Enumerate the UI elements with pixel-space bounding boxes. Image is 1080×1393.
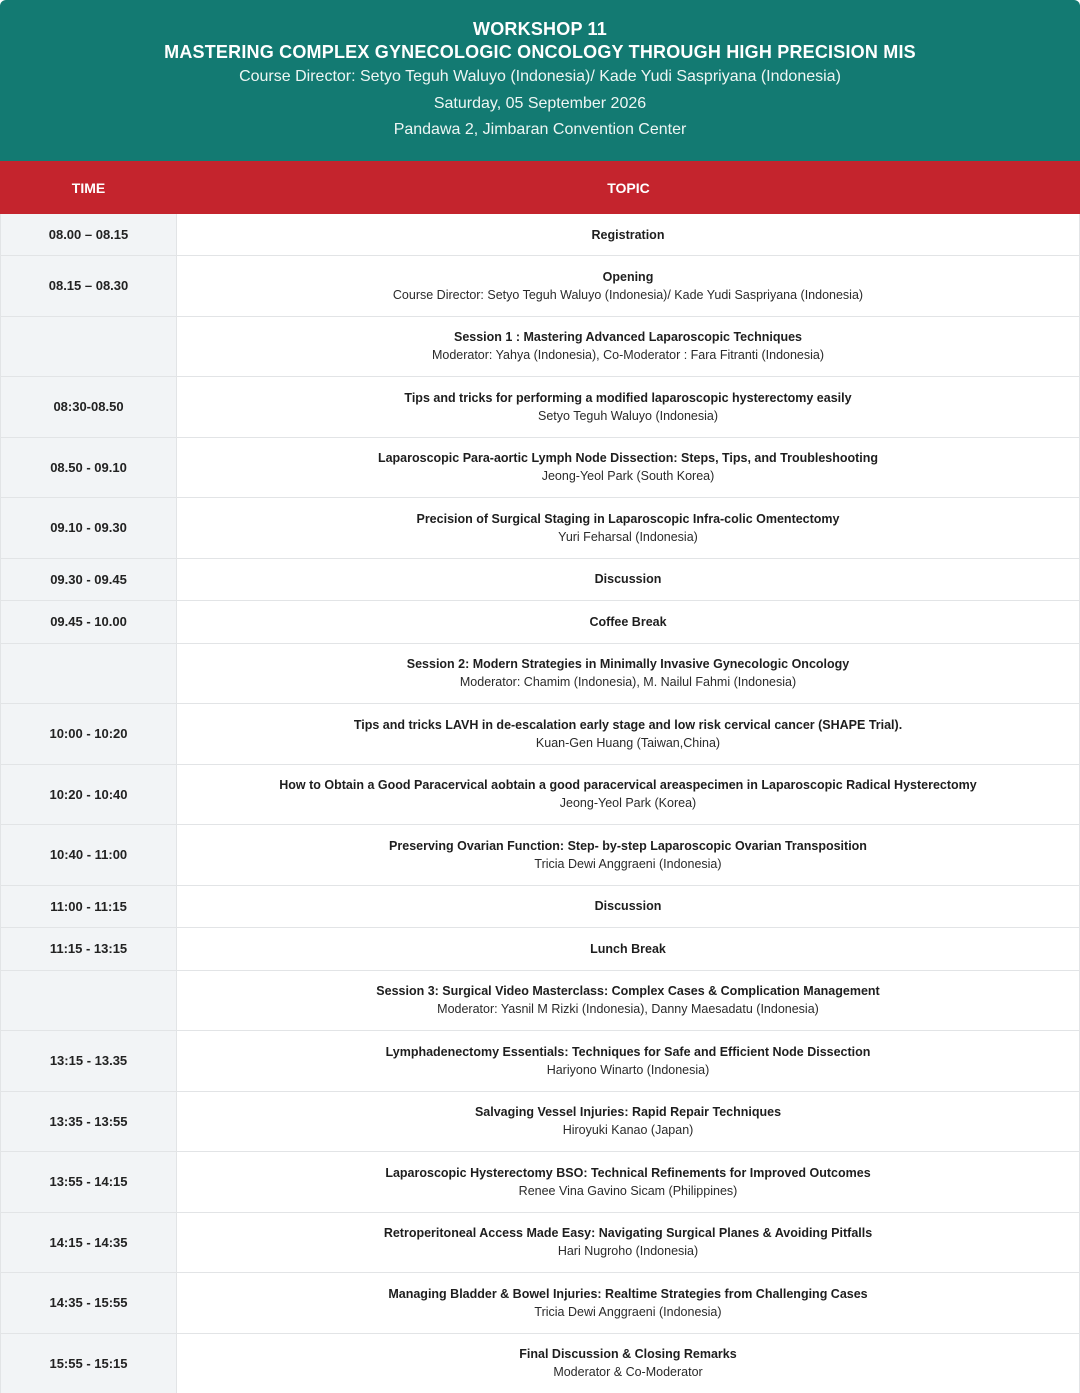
table-row — [0, 377, 1080, 438]
time-cell: 11:15 - 13:15 — [0, 928, 177, 970]
table-row — [0, 1213, 1080, 1274]
table-row — [0, 928, 1080, 971]
table-row — [0, 601, 1080, 644]
topic-cell — [177, 1152, 1080, 1212]
time-cell: 10:20 - 10:40 — [0, 765, 177, 825]
topic-cell — [177, 317, 1080, 377]
topic-cell — [177, 256, 1080, 316]
topic-speaker: Kuan-Gen Huang (Taiwan,China) — [535, 735, 721, 750]
time-cell: 08:30-08.50 — [0, 377, 177, 437]
time-cell: 10:00 - 10:20 — [0, 704, 177, 764]
topic-speaker: Hariyono Winarto (Indonesia) — [546, 1062, 710, 1077]
topic-speaker: Tricia Dewi Anggraeni (Indonesia) — [534, 856, 722, 871]
topic-cell — [177, 1031, 1080, 1091]
topic-title: How to Obtain a Good Paracervical aobtain a good paracervical areaspecimen in Laparoscopic Radical Hysterectomy — [279, 778, 977, 793]
topic-title: Laparoscopic Para-aortic Lymph Node Dissection: Steps, Tips, and Troubleshooting — [377, 451, 879, 466]
table-row — [0, 765, 1080, 826]
topic-title: Preserving Ovarian Function: Step- by-step Laparoscopic Ovarian Transposition — [389, 838, 867, 853]
topic-speaker: Setyo Teguh Waluyo (Indonesia) — [538, 408, 718, 423]
topic-cell — [177, 1213, 1080, 1273]
topic-title: Session 1 : Mastering Advanced Laparoscopic Techniques — [453, 330, 802, 345]
topic-speaker: Yuri Feharsal (Indonesia) — [558, 529, 698, 544]
table-row — [0, 825, 1080, 886]
topic-speaker: Moderator: Yasnil M Rizki (Indonesia), Danny Maesadatu (Indonesia) — [437, 1002, 819, 1017]
table-row — [0, 1031, 1080, 1092]
topic-column-header: TOPIC — [607, 179, 650, 196]
table-row — [0, 498, 1080, 559]
topic-cell — [177, 928, 1080, 970]
topic-speaker: Moderator: Chamim (Indonesia), M. Nailul Fahmi (Indonesia) — [459, 675, 797, 690]
topic-speaker: Moderator & Co-Moderator — [553, 1365, 703, 1380]
topic-title: Discussion — [594, 899, 662, 914]
topic-cell — [177, 559, 1080, 601]
topic-speaker: Moderator: Yahya (Indonesia), Co-Moderator : Fara Fitranti (Indonesia) — [431, 348, 825, 363]
topic-title: Salvaging Vessel Injuries: Rapid Repair Techniques — [474, 1105, 782, 1120]
topic-title: Tips and tricks LAVH in de-escalation early stage and low risk cervical cancer (SHAPE Trial). — [353, 717, 903, 732]
time-cell: 09.30 - 09.45 — [0, 559, 177, 601]
topic-cell — [177, 971, 1080, 1031]
table-row — [0, 971, 1080, 1032]
table-row — [0, 317, 1080, 378]
topic-speaker: Course Director: Setyo Teguh Waluyo (Indonesia)/ Kade Yudi Saspriyana (Indonesia) — [392, 287, 864, 302]
table-row — [0, 559, 1080, 602]
time-cell: 08.00 – 08.15 — [0, 214, 177, 255]
time-cell — [0, 644, 177, 704]
table-row — [0, 886, 1080, 929]
time-cell: 11:00 - 11:15 — [0, 886, 177, 928]
time-cell: 14:35 - 15:55 — [0, 1273, 177, 1333]
topic-cell — [177, 1092, 1080, 1152]
topic-title: Session 3: Surgical Video Masterclass: Complex Cases & Complication Management — [376, 984, 880, 999]
topic-cell — [177, 1334, 1080, 1393]
table-row — [0, 214, 1080, 256]
table-row — [0, 1273, 1080, 1334]
time-cell: 13:15 - 13.35 — [0, 1031, 177, 1091]
time-cell — [0, 971, 177, 1031]
topic-title: Opening — [602, 269, 654, 284]
table-header — [0, 161, 1080, 214]
time-cell: 08.50 - 09.10 — [0, 438, 177, 498]
table-row — [0, 256, 1080, 317]
table-row — [0, 644, 1080, 705]
topic-cell — [177, 438, 1080, 498]
topic-title: Registration — [591, 227, 665, 242]
topic-cell — [177, 214, 1080, 255]
time-cell: 10:40 - 11:00 — [0, 825, 177, 885]
workshop-header — [0, 0, 1080, 161]
time-cell: 08.15 – 08.30 — [0, 256, 177, 316]
topic-cell — [177, 1273, 1080, 1333]
topic-title: Managing Bladder & Bowel Injuries: Realtime Strategies from Challenging Cases — [388, 1286, 868, 1301]
time-cell: 09.10 - 09.30 — [0, 498, 177, 558]
time-cell: 09.45 - 10.00 — [0, 601, 177, 643]
topic-title: Precision of Surgical Staging in Laparoscopic Infra-colic Omentectomy — [416, 511, 840, 526]
topic-speaker: Jeong-Yeol Park (South Korea) — [541, 469, 715, 484]
topic-title: Final Discussion & Closing Remarks — [519, 1347, 737, 1362]
topic-cell — [177, 886, 1080, 928]
topic-speaker: Tricia Dewi Anggraeni (Indonesia) — [534, 1304, 722, 1319]
topic-cell — [177, 765, 1080, 825]
topic-title: Lunch Break — [590, 941, 666, 956]
topic-speaker: Renee Vina Gavino Sicam (Philippines) — [518, 1183, 738, 1198]
workshop-date: Saturday, 05 September 2026 — [433, 94, 647, 112]
topic-cell — [177, 601, 1080, 643]
time-column-header: TIME — [71, 179, 106, 196]
table-row — [0, 1092, 1080, 1153]
topic-title: Coffee Break — [589, 614, 667, 629]
workshop-number: WORKSHOP 11 — [473, 19, 607, 39]
time-cell: 15:55 - 15:15 — [0, 1334, 177, 1393]
topic-speaker: Hiroyuki Kanao (Japan) — [562, 1123, 694, 1138]
table-row — [0, 704, 1080, 765]
topic-title: Lymphadenectomy Essentials: Techniques for Safe and Efficient Node Dissection — [385, 1044, 871, 1059]
workshop-venue: Pandawa 2, Jimbaran Convention Center — [393, 121, 687, 138]
topic-title: Laparoscopic Hysterectomy BSO: Technical Refinements for Improved Outcomes — [385, 1165, 871, 1180]
topic-title: Retroperitoneal Access Made Easy: Navigating Surgical Planes & Avoiding Pitfalls — [383, 1226, 873, 1241]
topic-cell — [177, 704, 1080, 764]
table-row — [0, 438, 1080, 499]
time-cell: 14:15 - 14:35 — [0, 1213, 177, 1273]
topic-cell — [177, 377, 1080, 437]
topic-cell — [177, 825, 1080, 885]
schedule-table-body — [0, 214, 1080, 1393]
time-cell: 13:55 - 14:15 — [0, 1152, 177, 1212]
topic-title: Tips and tricks for performing a modified laparoscopic hysterectomy easily — [404, 390, 852, 405]
table-row — [0, 1152, 1080, 1213]
time-cell — [0, 317, 177, 377]
topic-title: Session 2: Modern Strategies in Minimally Invasive Gynecologic Oncology — [406, 657, 850, 672]
topic-title: Discussion — [594, 572, 662, 587]
workshop-title: MASTERING COMPLEX GYNECOLOGIC ONCOLOGY THROUGH HIGH PRECISION MIS — [164, 42, 916, 62]
table-row — [0, 1334, 1080, 1393]
course-director: Course Director: Setyo Teguh Waluyo (Indonesia)/ Kade Yudi Saspriyana (Indonesia) — [239, 68, 841, 85]
topic-cell — [177, 644, 1080, 704]
topic-cell — [177, 498, 1080, 558]
topic-speaker: Hari Nugroho (Indonesia) — [557, 1244, 699, 1259]
time-cell: 13:35 - 13:55 — [0, 1092, 177, 1152]
topic-speaker: Jeong-Yeol Park (Korea) — [559, 796, 697, 811]
